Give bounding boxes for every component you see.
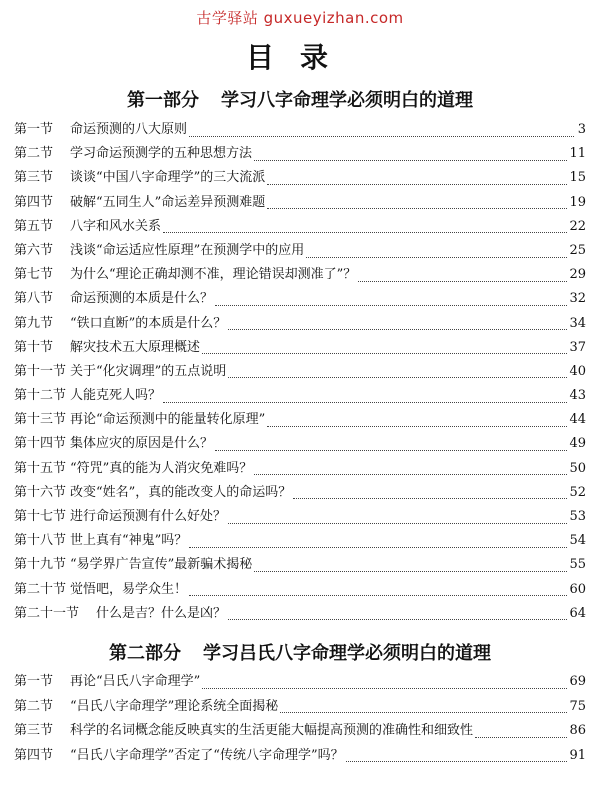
section-number: 第十五节: [14, 460, 67, 476]
page-number: 37: [569, 339, 586, 355]
section-title: 世上真有“神鬼”吗？: [70, 533, 188, 549]
section-number: 第十九节: [14, 557, 67, 573]
dot-leader: [228, 365, 567, 378]
page-number: 29: [569, 267, 586, 283]
page-number: 50: [569, 460, 586, 476]
dot-leader: [202, 341, 567, 354]
page-number: 91: [569, 747, 586, 763]
section-number: 第七节: [14, 267, 54, 283]
toc-entry: [14, 215, 586, 239]
toc-list-part-2: [14, 670, 586, 768]
page-number: 32: [569, 291, 586, 307]
section-title: 命运预测的本质是什么？: [70, 291, 214, 307]
toc-entry: [14, 408, 586, 432]
dot-leader: [475, 725, 567, 738]
section-number: 第二十节: [14, 581, 67, 597]
section-number: 第十二节: [14, 388, 67, 404]
toc-entry: [14, 384, 586, 408]
section-number: 第十一节: [14, 363, 67, 379]
page-number: 19: [569, 194, 586, 210]
page-number: 15: [569, 170, 586, 186]
toc-entry: [14, 432, 586, 456]
dot-leader: [254, 559, 567, 572]
section-number: 第十三节: [14, 412, 67, 428]
toc-entry: [14, 602, 586, 626]
section-title: “符咒”真的能为人消灾免难吗？: [70, 460, 253, 476]
dot-leader: [293, 486, 567, 499]
dot-leader: [306, 245, 567, 258]
dot-leader: [267, 414, 567, 427]
dot-leader: [228, 607, 567, 620]
page-number: 22: [569, 218, 586, 234]
toc-entry: [14, 360, 586, 384]
dot-leader: [267, 172, 567, 185]
section-title: 浅谈“命运适应性原理”在预测学中的应用: [70, 242, 305, 258]
watermark: 古学驿站 guxueyizhan.com: [196, 9, 404, 27]
section-title: 再论“吕氏八字命理学”: [70, 674, 201, 689]
toc-entry: [14, 553, 586, 577]
section-title: 解灾技术五大原理概述: [70, 339, 201, 355]
section-number: 第十四节: [14, 436, 67, 452]
dot-leader: [254, 148, 567, 161]
section-title: 进行命运预测有什么好处？: [70, 509, 227, 524]
section-number: 第十七节: [14, 509, 67, 524]
section-number: 第十节: [14, 339, 54, 355]
toc-entry: [14, 336, 586, 360]
section-number: 第八节: [14, 291, 54, 307]
page-number: 11: [569, 146, 586, 162]
dot-leader: [202, 676, 567, 689]
section-number: 第一节: [14, 674, 54, 689]
toc-list-part-1: [14, 118, 586, 626]
part-title: 学习八字命理学必须明白的道理: [221, 90, 473, 111]
section-title: “铁口直断”的本质是什么？: [70, 315, 227, 331]
page-number: 44: [569, 412, 586, 428]
page-number: 55: [569, 557, 586, 573]
section-title: 人能克死人吗？: [70, 388, 162, 404]
dot-leader: [163, 220, 567, 233]
dot-leader: [189, 124, 574, 137]
section-number: 第二节: [14, 698, 54, 714]
section-title: 改变“姓名”，真的能改变人的命运吗？: [70, 484, 292, 500]
page-number: 53: [569, 509, 586, 524]
section-title: 什么是吉？什么是凶？: [96, 605, 227, 621]
section-title: “易学界广告宣传”最新骗术揭秘: [70, 557, 253, 573]
toc-entry: [14, 166, 586, 190]
toc-entry: [14, 481, 586, 505]
dot-leader: [254, 462, 567, 475]
page-number: 54: [569, 533, 586, 549]
page-number: 52: [569, 484, 586, 500]
dot-leader: [346, 749, 568, 762]
page-number: 34: [569, 315, 586, 331]
dot-leader: [189, 583, 567, 596]
page-number: 40: [569, 363, 586, 379]
dot-leader: [358, 269, 567, 282]
page-number: 49: [569, 436, 586, 452]
dot-leader: [228, 317, 567, 330]
section-number: 第四节: [14, 747, 54, 763]
toc-entry: [14, 670, 586, 695]
section-title: 集体应灾的原因是什么？: [70, 436, 214, 452]
section-title: 觉悟吧，易学众生！: [70, 581, 188, 597]
section-title: “吕氏八字命理学”理论系统全面揭秘: [70, 698, 279, 714]
dot-leader: [280, 700, 567, 713]
dot-leader: [189, 535, 567, 548]
page-number: 60: [569, 581, 586, 597]
section-title: 八字和风水关系: [70, 218, 162, 234]
toc-entry: [14, 744, 586, 769]
section-title: 再论“命运预测中的能量转化原理”: [70, 412, 266, 428]
section-number: 第二十一节: [14, 605, 80, 621]
page-number: 86: [569, 723, 586, 738]
toc-entry: [14, 239, 586, 263]
section-number: 第十六节: [14, 484, 67, 500]
dot-leader: [267, 196, 567, 209]
section-number: 第六节: [14, 242, 54, 258]
toc-entry: [14, 312, 586, 336]
page-number: 43: [569, 388, 586, 404]
dot-leader: [215, 438, 567, 451]
page-title: 目录: [245, 41, 354, 74]
toc-entry: [14, 505, 586, 529]
section-number: 第十八节: [14, 533, 67, 549]
page-number: 69: [569, 674, 586, 689]
section-title: 命运预测的八大原则: [70, 122, 188, 137]
section-number: 第一节: [14, 122, 54, 137]
part-title: 学习吕氏八字命理学必须明白的道理: [203, 643, 491, 664]
toc-entry: [14, 719, 586, 744]
page-number: 25: [569, 242, 586, 258]
toc-entry: [14, 287, 586, 311]
section-title: 科学的名词概念能反映真实的生活更能大幅提高预测的准确性和细致性: [70, 723, 474, 738]
section-title: 谈谈“中国八字命理学”的三大流派: [70, 170, 266, 186]
section-number: 第九节: [14, 315, 54, 331]
toc-entry: [14, 695, 586, 720]
page-number: 64: [569, 605, 586, 621]
toc-entry: [14, 263, 586, 287]
section-number: 第三节: [14, 170, 54, 186]
toc-entry: [14, 457, 586, 481]
section-title: 为什么“理论正确却测不准，理论错误却测准了”？: [70, 267, 357, 283]
page-number: 3: [577, 122, 586, 137]
toc-entry: [14, 578, 586, 602]
section-number: 第四节: [14, 194, 54, 210]
toc-entry: [14, 118, 586, 142]
section-title: 关于“化灾调理”的五点说明: [70, 363, 227, 379]
page-number: 75: [569, 698, 586, 714]
part-number: 第一部分: [127, 90, 199, 111]
part-heading-1: [0, 86, 600, 112]
part-heading-2: [0, 639, 600, 665]
toc-entry: [14, 191, 586, 215]
section-title: 破解“五同生人”命运差异预测难题: [70, 194, 266, 210]
section-title: “吕氏八字命理学”否定了“传统八字命理学”吗？: [70, 747, 344, 763]
dot-leader: [215, 293, 567, 306]
part-number: 第二部分: [109, 643, 181, 664]
section-title: 学习命运预测学的五种思想方法: [70, 146, 253, 162]
toc-entry: [14, 142, 586, 166]
section-number: 第二节: [14, 146, 54, 162]
section-number: 第三节: [14, 723, 54, 738]
dot-leader: [163, 390, 567, 403]
section-number: 第五节: [14, 218, 54, 234]
toc-entry: [14, 529, 586, 553]
dot-leader: [228, 511, 567, 524]
